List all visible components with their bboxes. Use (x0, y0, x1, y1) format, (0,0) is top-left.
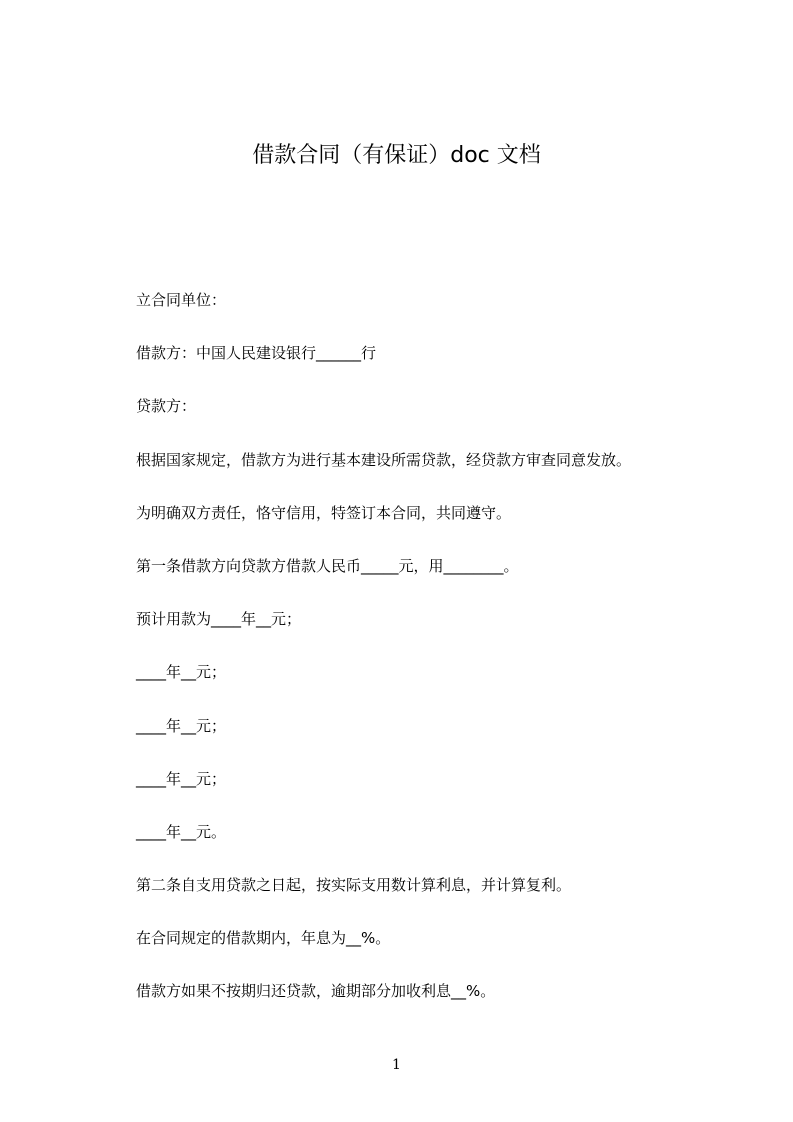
paragraph-lender: 贷款方： (136, 397, 197, 416)
paragraph-basis: 根据国家规定，借款方为进行基本建设所需贷款，经贷款方审查同意发放。 (136, 450, 632, 469)
paragraph-purpose: 为明确双方责任，恪守信用，特签订本合同，共同遵守。 (136, 503, 512, 522)
paragraph-article-2: 第二条自支用贷款之日起，按实际支用数计算利息，并计算复利。 (136, 876, 572, 895)
paragraph-planned-usage: 预计用款为____年__元； (136, 610, 302, 629)
paragraph-usage-year-3: ____年__元； (136, 716, 227, 735)
paragraph-usage-year-4: ____年__元； (136, 769, 227, 788)
paragraph-annual-interest: 在合同规定的借款期内，年息为__%。 (136, 929, 391, 948)
paragraph-contract-parties: 立合同单位： (136, 291, 227, 309)
document-body (136, 288, 736, 1033)
paragraph-usage-year-5: ____年__元。 (136, 822, 227, 841)
paragraph-article-1: 第一条借款方向贷款方借款人民币_____元，用________。 (136, 556, 519, 575)
page-number: 1 (392, 1057, 401, 1073)
paragraph-borrower: 借款方：中国人民建设银行______行 (136, 344, 377, 363)
document-title: 借款合同（有保证）doc 文档 (252, 143, 541, 168)
paragraph-usage-year-2: ____年__元； (136, 663, 227, 682)
paragraph-overdue-interest: 借款方如果不按期归还贷款，逾期部分加收利息__%。 (136, 982, 496, 1001)
